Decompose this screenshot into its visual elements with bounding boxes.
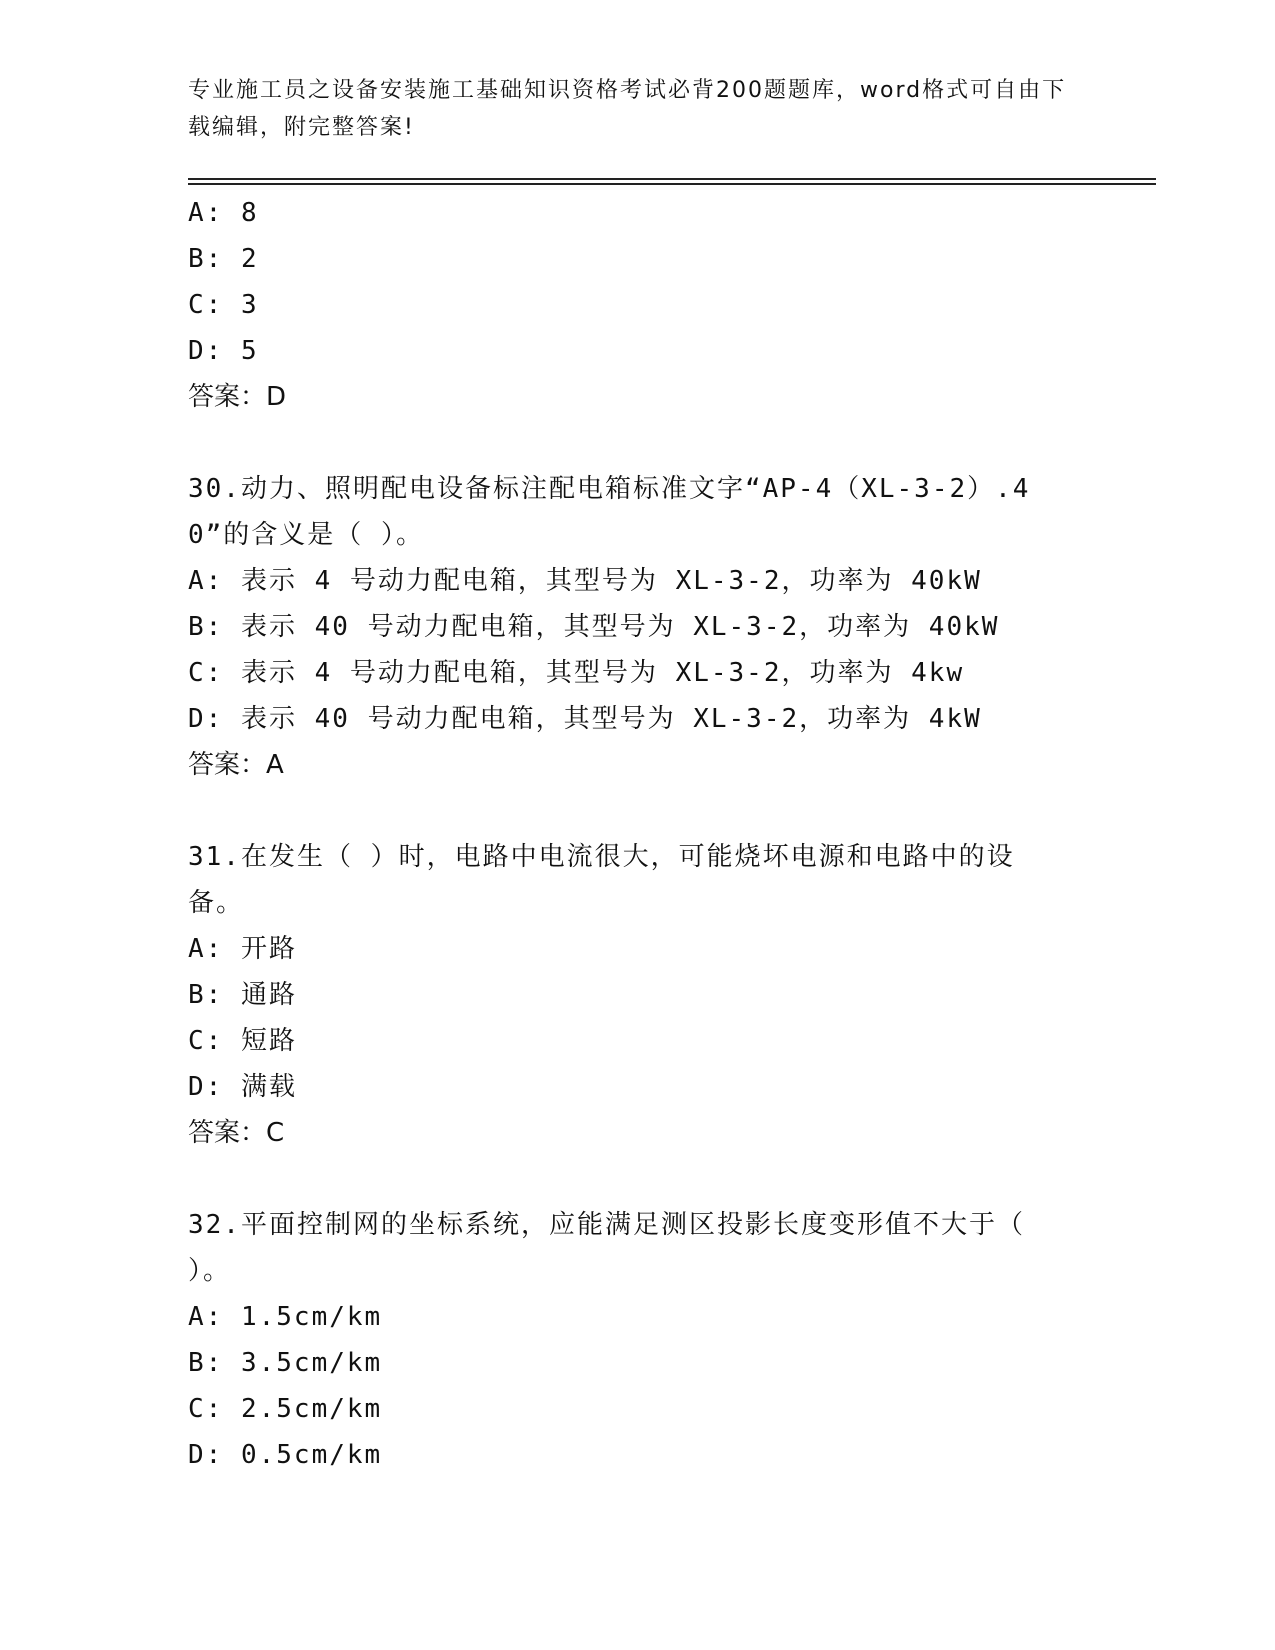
- option-c: C: 表示 4 号动力配电箱，其型号为 XL-3-2，功率为 4kw: [188, 658, 965, 688]
- question-stem: 31.在发生（ ）时，电路中电流很大，可能烧坏电源和电路中的设备。: [188, 842, 1015, 918]
- spacer: [188, 420, 1088, 466]
- question-30: [188, 466, 1088, 788]
- question-list: [188, 190, 1088, 1478]
- option-b: B: 3.5cm/km: [188, 1348, 383, 1378]
- spacer: [188, 788, 1088, 834]
- option-c: C: 短路: [188, 1026, 297, 1056]
- question-32: [188, 1202, 1088, 1478]
- option-d: D: 5: [188, 336, 259, 366]
- document-header: 专业施工员之设备安装施工基础知识资格考试必背200题题库，word格式可自由下载编辑，附完整答案!: [188, 78, 1067, 140]
- option-a: A: 1.5cm/km: [188, 1302, 383, 1332]
- header-divider-top: [188, 178, 1156, 180]
- option-b: B: 2: [188, 244, 259, 274]
- question-stem: 30.动力、照明配电设备标注配电箱标准文字“AP-4（XL-3-2）.40”的含义是（ ）。: [188, 474, 1031, 550]
- spacer: [188, 1156, 1088, 1202]
- option-a: A: 8: [188, 198, 259, 228]
- option-a: A: 表示 4 号动力配电箱，其型号为 XL-3-2，功率为 40kW: [188, 566, 982, 596]
- option-b: B: 表示 40 号动力配电箱，其型号为 XL-3-2，功率为 40kW: [188, 612, 1000, 642]
- header-divider-bottom: [188, 183, 1156, 185]
- option-b: B: 通路: [188, 980, 297, 1010]
- answer: 答案：C: [188, 1118, 285, 1148]
- answer: 答案：D: [188, 382, 287, 412]
- option-c: C: 3: [188, 290, 259, 320]
- option-c: C: 2.5cm/km: [188, 1394, 383, 1424]
- answer: 答案：A: [188, 750, 284, 780]
- option-d: D: 满载: [188, 1072, 297, 1102]
- option-d: D: 表示 40 号动力配电箱，其型号为 XL-3-2，功率为 4kW: [188, 704, 982, 734]
- question-29: [188, 190, 1088, 420]
- question-31: [188, 834, 1088, 1156]
- option-a: A: 开路: [188, 934, 297, 964]
- option-d: D: 0.5cm/km: [188, 1440, 383, 1470]
- question-stem: 32.平面控制网的坐标系统，应能满足测区投影长度变形值不大于（ ）。: [188, 1210, 1025, 1286]
